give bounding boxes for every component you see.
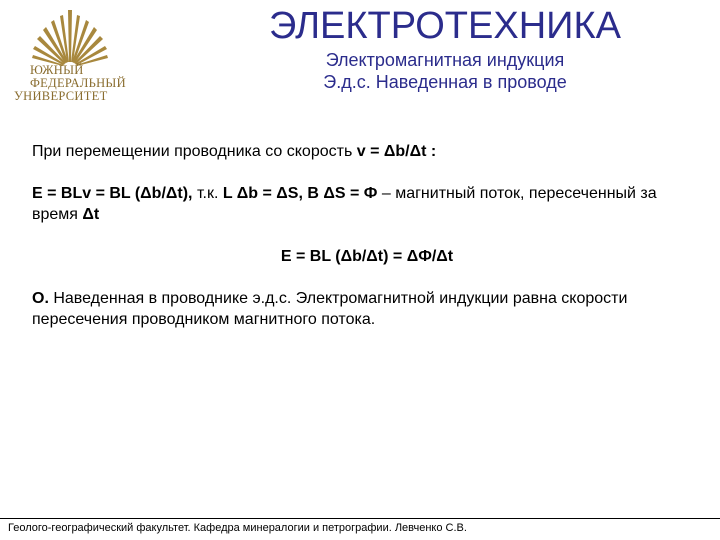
emf-text-tk: т.к. xyxy=(192,185,223,202)
main-formula: E = BL (Δb/Δt) = ΔФ/Δt xyxy=(280,248,454,265)
sunburst-emblem-icon xyxy=(32,10,108,66)
footer-text: Геолого-географический факультет. Кафедра минералогии и петрографии. Левченко С.В. xyxy=(8,522,467,534)
flux-text: – магнитный поток, пересеченный за время xyxy=(32,185,657,223)
emf-formula: E = BLv = BL (Δb/Δt), xyxy=(32,185,193,202)
velocity-formula: v = Δb/Δt : xyxy=(356,143,437,160)
paragraph-main-formula xyxy=(32,246,702,267)
subtitle-subtopic: Э.д.с. Наведенная в проводе xyxy=(323,72,567,92)
footer-divider xyxy=(0,518,720,519)
paragraph-definition xyxy=(32,288,702,330)
paragraph-velocity xyxy=(32,141,702,162)
slide-content xyxy=(32,141,702,330)
logo-line-1: ЮЖНЫЙ xyxy=(30,63,84,77)
definition-label: О. xyxy=(32,290,49,307)
subtitle-topic: Электромагнитная индукция xyxy=(325,50,565,70)
logo-line-2: ФЕДЕРАЛЬНЫЙ xyxy=(30,76,126,90)
definition-text: Наведенная в проводнике э.д.с. Электромагнитной индукции равна скорости пересечения проводником магнитного потока. xyxy=(32,290,628,328)
time-formula: Δt xyxy=(82,206,100,223)
velocity-text: При перемещении проводника со скорость xyxy=(32,143,357,160)
university-logo xyxy=(10,10,140,110)
paragraph-emf xyxy=(32,183,702,225)
page-title: ЭЛЕКТРОТЕХНИКА xyxy=(269,5,621,47)
flux-formula: L Δb = ΔS, B ΔS = Ф xyxy=(222,185,378,202)
logo-line-3: УНИВЕРСИТЕТ xyxy=(14,89,108,103)
